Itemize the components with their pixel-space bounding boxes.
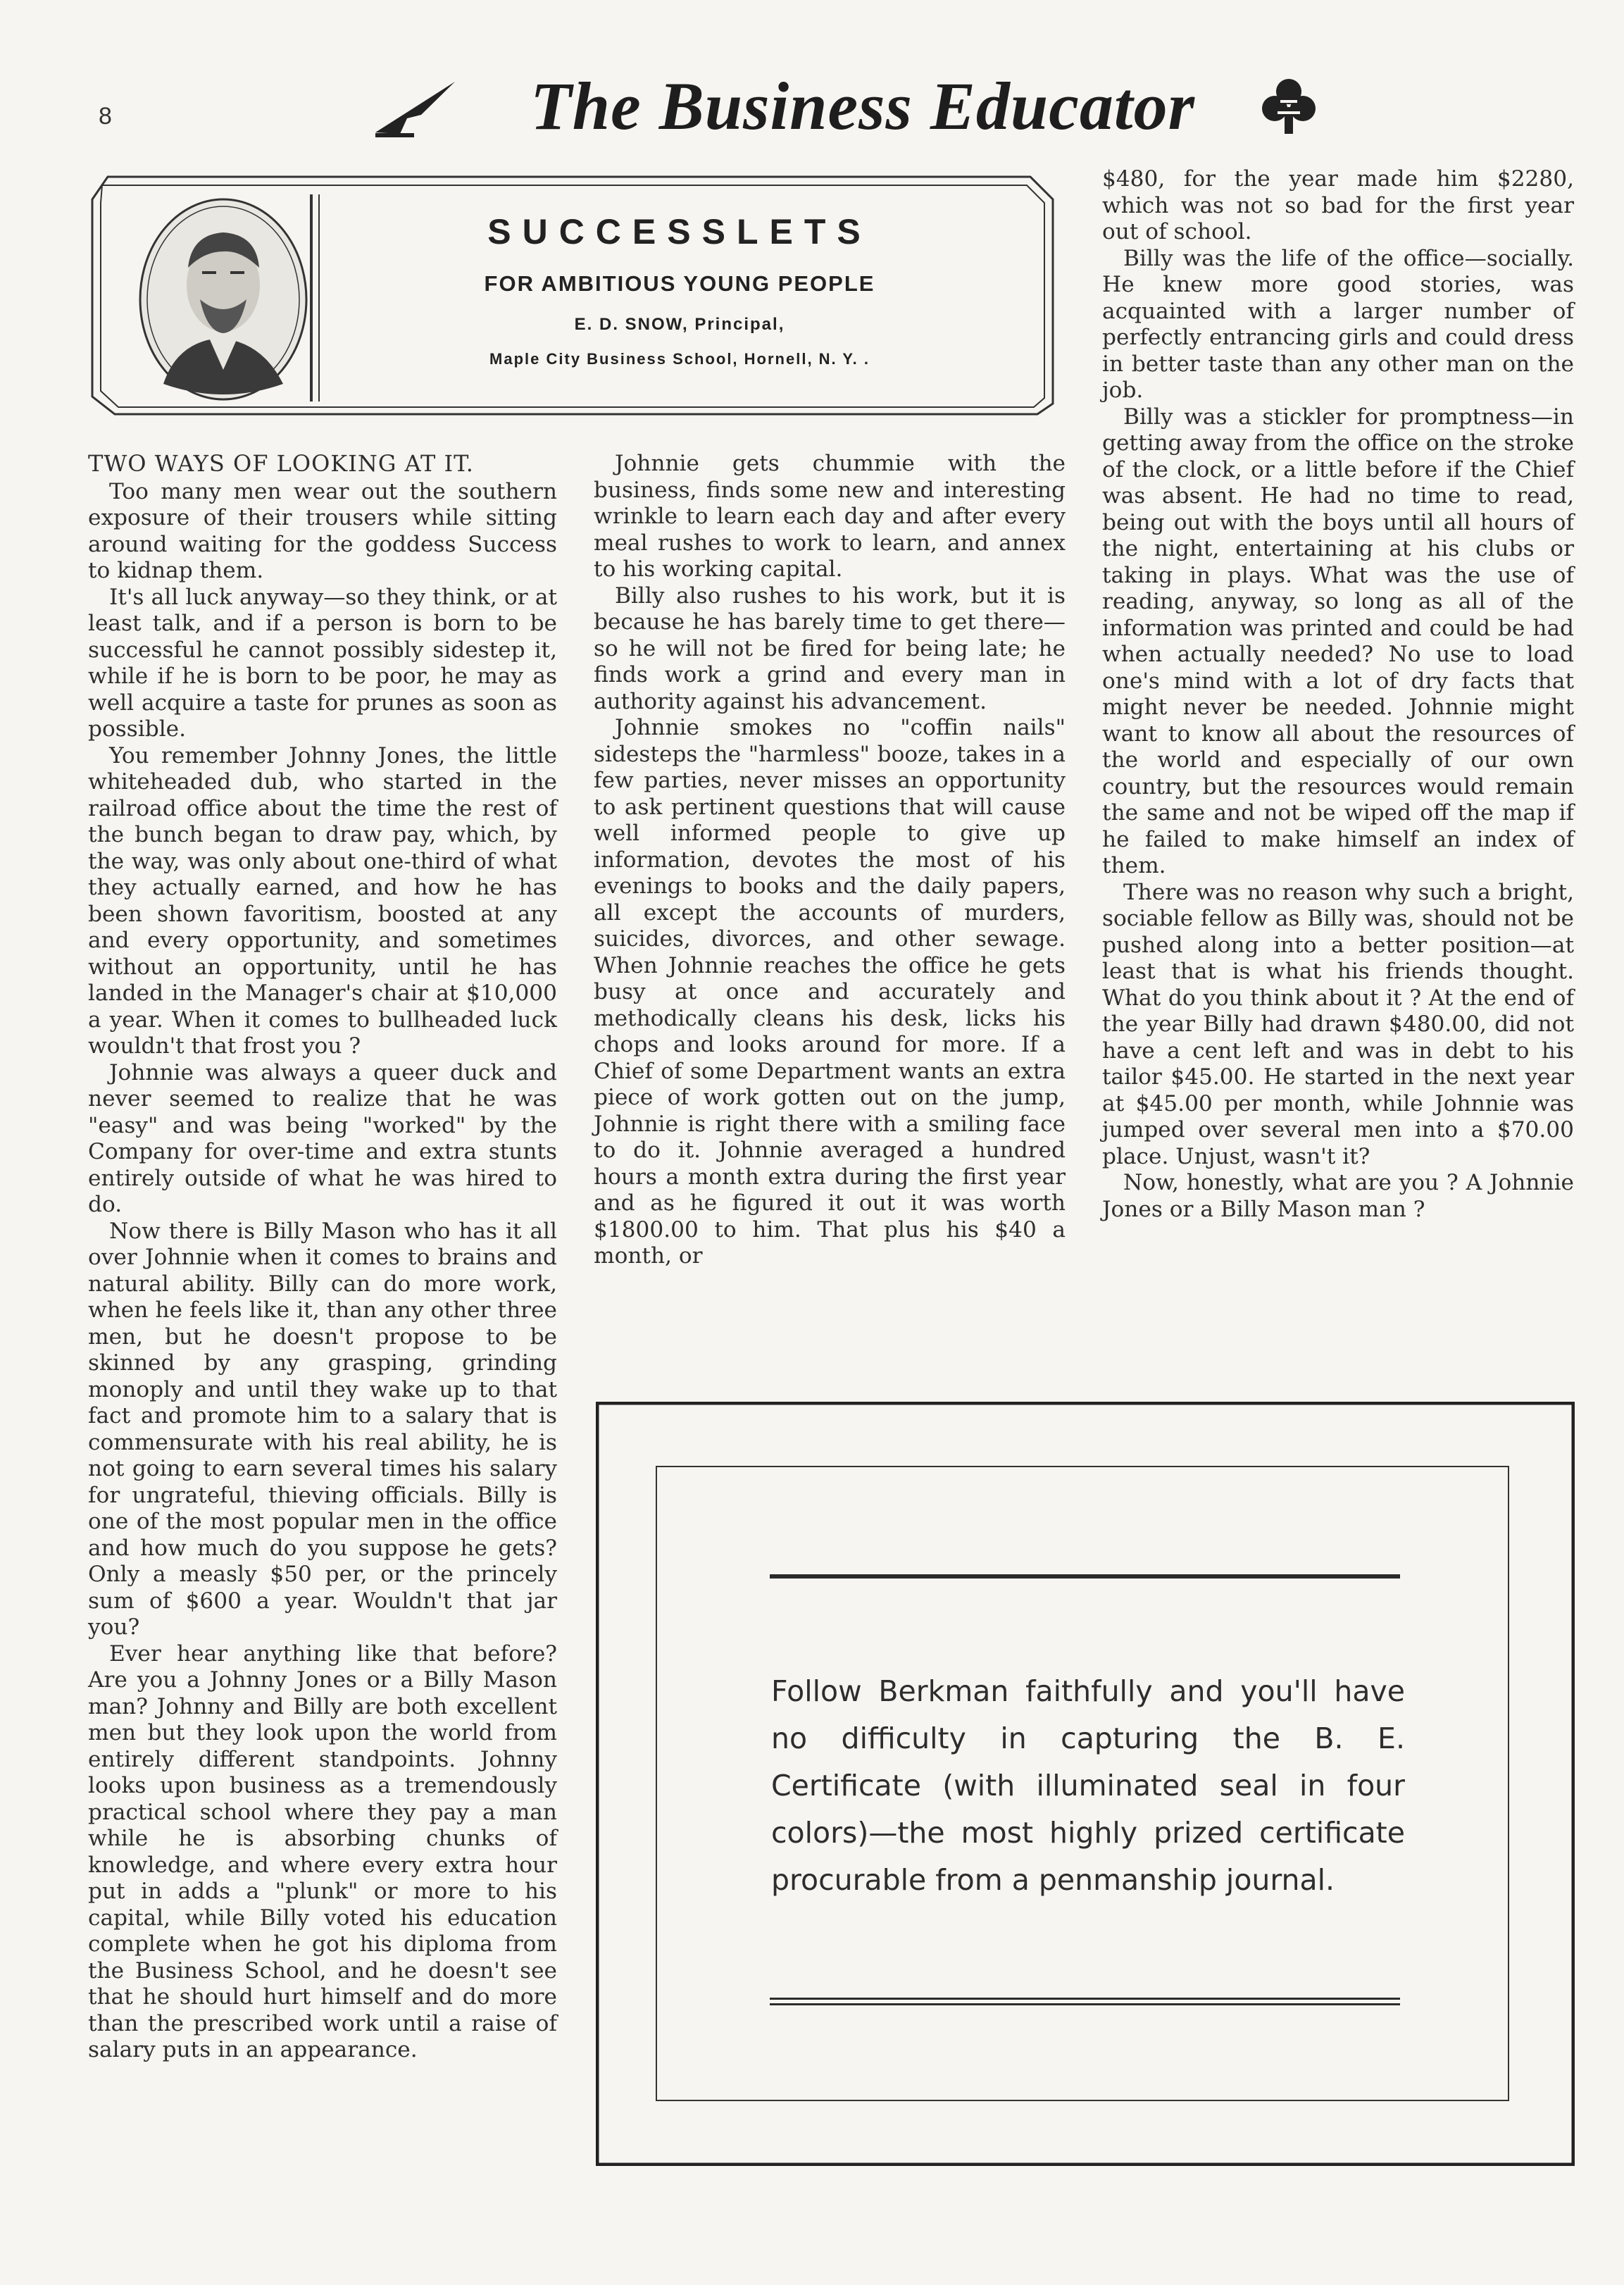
- article-column-1: [88, 451, 557, 2064]
- paragraph: There was no reason why such a bright, sociable fellow as Billy was, should not be pushed along into a better position—at least that is what his friends thought. What do you think about it ? At the end of the year Billy had drawn $480.00, did not have a cent left and was in debt to his tailor $45.00. He started in the next year at $45.00 per month, while Johnnie was jumped over several men into a $70.00 place. Unjust, wasn't it?: [1102, 879, 1574, 1169]
- paragraph: Billy also rushes to his work, but it is because he has barely time to get there—so he will not be fired for being late; he finds work a grind and every man in authority against his advancement.: [594, 583, 1066, 714]
- paragraph: Now there is Billy Mason who has it all over Johnnie when it comes to brains and natural ability. Billy can do more work, when he feels like it, than any other three men, but he doesn't propose to be skinned by any grasping, grinding monoply and until they wake up to that fact and promote him to a salary that is commensurate with his real ability, he is not going to earn several times his salary for ungrateful, thieving officials. Billy is one of the most popular men in the office and how much do you suppose he gets? Only a measly $50 per, or the princely sum of $600 a year. Wouldn't that jar you?: [88, 1218, 557, 1640]
- paragraph: Johnnie gets chummie with the business, finds some new and interesting wrinkle to learn each day and after every meal rushes to work to learn, and annex to his working capital.: [594, 451, 1066, 582]
- ad-rule-top: [770, 1574, 1400, 1579]
- paragraph: Johnnie smokes no "coffin nails" sidesteps the "harmless" booze, takes in a few parties, never misses an opportunity to ask pertinent questions that will cause well informed people to give up information, devotes the most of his evenings to books and the daily papers, all except the accounts of murders, suicides, divorces, and other sewage. When Johnnie reaches the office he gets busy at once and accurately and methodically cleans his desk, licks his chops and looks around for more. If a Chief of some Department wants an extra piece of work gotten out on the jump, Johnnie is right there with a smiling face to do it. Johnnie averaged a hundred hours a month extra during the first year and as he figured it out it was worth $1800.00 to him. That plus his $40 a month, or: [594, 715, 1066, 1269]
- paragraph: Johnnie was always a queer duck and never seemed to realize that he was "easy" and was being "worked" by the Company for over-time and extra stunts entirely outside of what he was hired to do.: [88, 1059, 557, 1217]
- ad-rule-bottom: [770, 1998, 1400, 2000]
- paragraph: Too many men wear out the southern exposure of their trousers while sitting around waiting for the goddess Success to kidnap them.: [88, 478, 557, 583]
- masthead-title: The Business Educator: [530, 68, 1195, 144]
- article-heading: TWO WAYS OF LOOKING AT IT.: [88, 450, 474, 477]
- paragraph: You remember Johnny Jones, the little whiteheaded dub, who started in the railroad office about the time the rest of the bunch began to draw pay, which, by the way, was only about one-third of what they actually earned, and how he has been shown favoritism, boosted at any and every opportunity, and sometimes without an opportunity, until he has landed in the Manager's chair at $10,000 a year. When it comes to bullheaded luck wouldn't that frost you ?: [88, 742, 557, 1059]
- club-ornament-icon: [1261, 76, 1317, 137]
- author-line: E. D. SNOW, Principal,: [574, 315, 785, 334]
- paragraph: Now, honestly, what are you ? A Johnnie Jones or a Billy Mason man ?: [1102, 1170, 1574, 1222]
- header-divider: [310, 194, 313, 401]
- column-title: SUCCESSLETS: [487, 212, 872, 251]
- paragraph: It's all luck anyway—so they think, or at least talk, and if a person is born to be successful he cannot possibly sidestep it, while if he is born to be poor, he may as well acquire a taste for prunes as soon as possible.: [88, 584, 557, 742]
- ad-rule-bottom: [770, 2003, 1400, 2005]
- column-subtitle: FOR AMBITIOUS YOUNG PEOPLE: [484, 271, 875, 296]
- quill-icon: [372, 76, 456, 139]
- header-divider: [318, 194, 320, 401]
- article-column-3: [1102, 166, 1574, 1223]
- page-number: 8: [99, 103, 112, 130]
- school-line: Maple City Business School, Hornell, N. Y. .: [489, 350, 870, 368]
- article-column-2: [594, 451, 1066, 1270]
- paragraph: Billy was the life of the office—socially. He knew more good stories, was acquainted with a larger number of perfectly entrancing girls and could dress in better taste than any other man on the job.: [1102, 245, 1574, 403]
- author-portrait: [121, 194, 325, 405]
- advertisement-text: Follow Berkman faithfully and you'll have no difficulty in capturing the B. E. Certificate (with illuminated seal in four colors)—the most highly prized certificate procurable from a penmanship journal.: [771, 1674, 1405, 1897]
- paragraph: $480, for the year made him $2280, which was not so bad for the first year out of school.: [1102, 166, 1574, 244]
- paragraph: Billy was a stickler for promptness—in getting away from the office on the stroke of the clock, or a little before if the Chief was absent. He had no time to read, being out with the boys until all hours of the night, entertaining at his clubs or taking in plays. What was the use of reading, anyway, so long as all of the information was printed and could be had when actually needed? No use to load one's mind with a lot of dry facts that might never be needed. Johnnie might want to know all about the resources of the world and especially of our own country, but the resources would remain the same and not be wiped off the map if he failed to make himself an index of them.: [1102, 404, 1574, 878]
- paragraph: Ever hear anything like that before? Are you a Johnny Jones or a Billy Mason man? Johnny and Billy are both excellent men but they look upon the world from entirely different standpoints. Johnny looks upon business as a tremendously practical school where they pay a man while he is absorbing chunks of knowledge, and where every extra hour put in adds a "plunk" or more to his capital, while Billy voted his education complete when he got his diploma from the Business School, and he doesn't see that he should hurt himself and do more than the prescribed work until a raise of salary puts in an appearance.: [88, 1640, 557, 2062]
